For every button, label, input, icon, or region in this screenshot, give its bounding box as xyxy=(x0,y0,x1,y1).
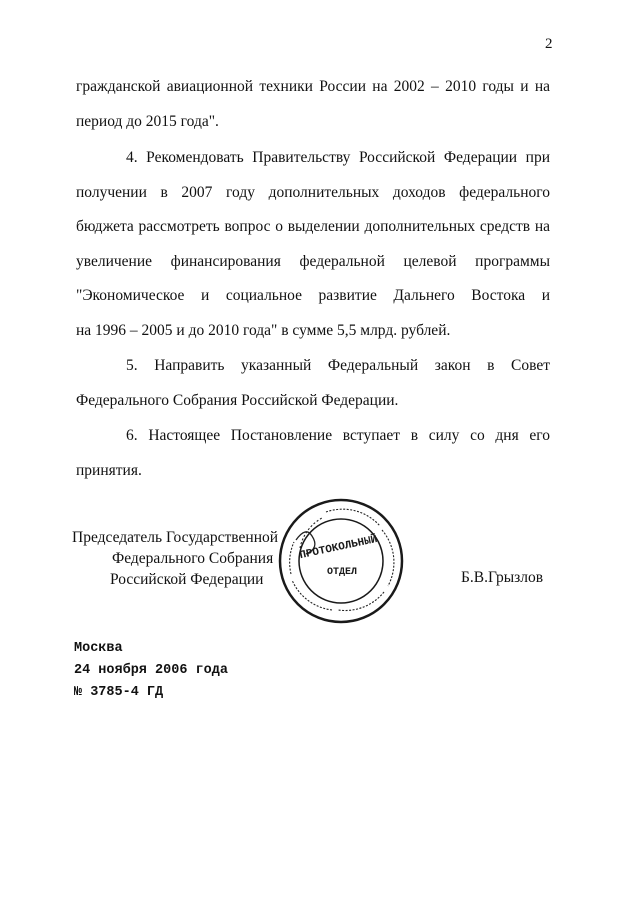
stamp-center-line-2: ОТДЕЛ xyxy=(326,567,358,578)
paragraph-item-5 xyxy=(76,349,550,418)
footer-city: Москва xyxy=(74,641,123,656)
paragraph-line: на 1996 – 2005 и до 2010 года" в сумме 5,5 млрд. рублей. xyxy=(76,321,451,339)
footer-date: 24 ноября 2006 года xyxy=(74,663,228,678)
signature-title-line: Российской Федерации xyxy=(110,571,264,588)
paragraph-line: Федерального Собрания Российской Федерации. xyxy=(76,391,399,409)
paragraph-line: 5. Направить указанный Федеральный закон в Совет xyxy=(126,357,550,374)
paragraph-line: принятия. xyxy=(76,461,142,479)
paragraph-line: гражданской авиационной техники России на 2002 – 2010 годы и на xyxy=(76,78,550,95)
signature-title-line: Председатель Государственной xyxy=(72,529,279,546)
paragraph-line: "Экономическое и социальное развитие Дальнего Востока и xyxy=(76,287,550,304)
paragraph-item-4 xyxy=(76,141,550,348)
paragraph-item-6 xyxy=(76,419,550,488)
signature-title-line: Федерального Собрания xyxy=(112,550,274,567)
paragraph-line: бюджета рассмотреть вопрос о выделении дополнительных средств на xyxy=(76,218,550,235)
page-number: 2 xyxy=(545,36,553,52)
official-seal-stamp xyxy=(276,496,406,626)
paragraph-line: увеличение финансирования федеральной целевой программы xyxy=(76,252,550,270)
stamp-center-line-1: ПРОТОКОЛЬНЫЙ xyxy=(298,533,379,563)
signature-title-block xyxy=(72,527,278,590)
paragraph-line: 4. Рекомендовать Правительству Российской Федерации при xyxy=(126,149,550,166)
paragraph-line: 6. Настоящее Постановление вступает в силу со дня его xyxy=(126,427,550,444)
signer-name: Б.В.Грызлов xyxy=(461,569,544,586)
paragraph-line: получении в 2007 году дополнительных доходов федерального xyxy=(76,183,550,201)
paragraph-continuation xyxy=(76,70,550,139)
footer-document-number: № 3785-4 ГД xyxy=(74,685,164,700)
paragraph-line: период до 2015 года". xyxy=(76,112,219,130)
document-footer xyxy=(74,638,228,704)
